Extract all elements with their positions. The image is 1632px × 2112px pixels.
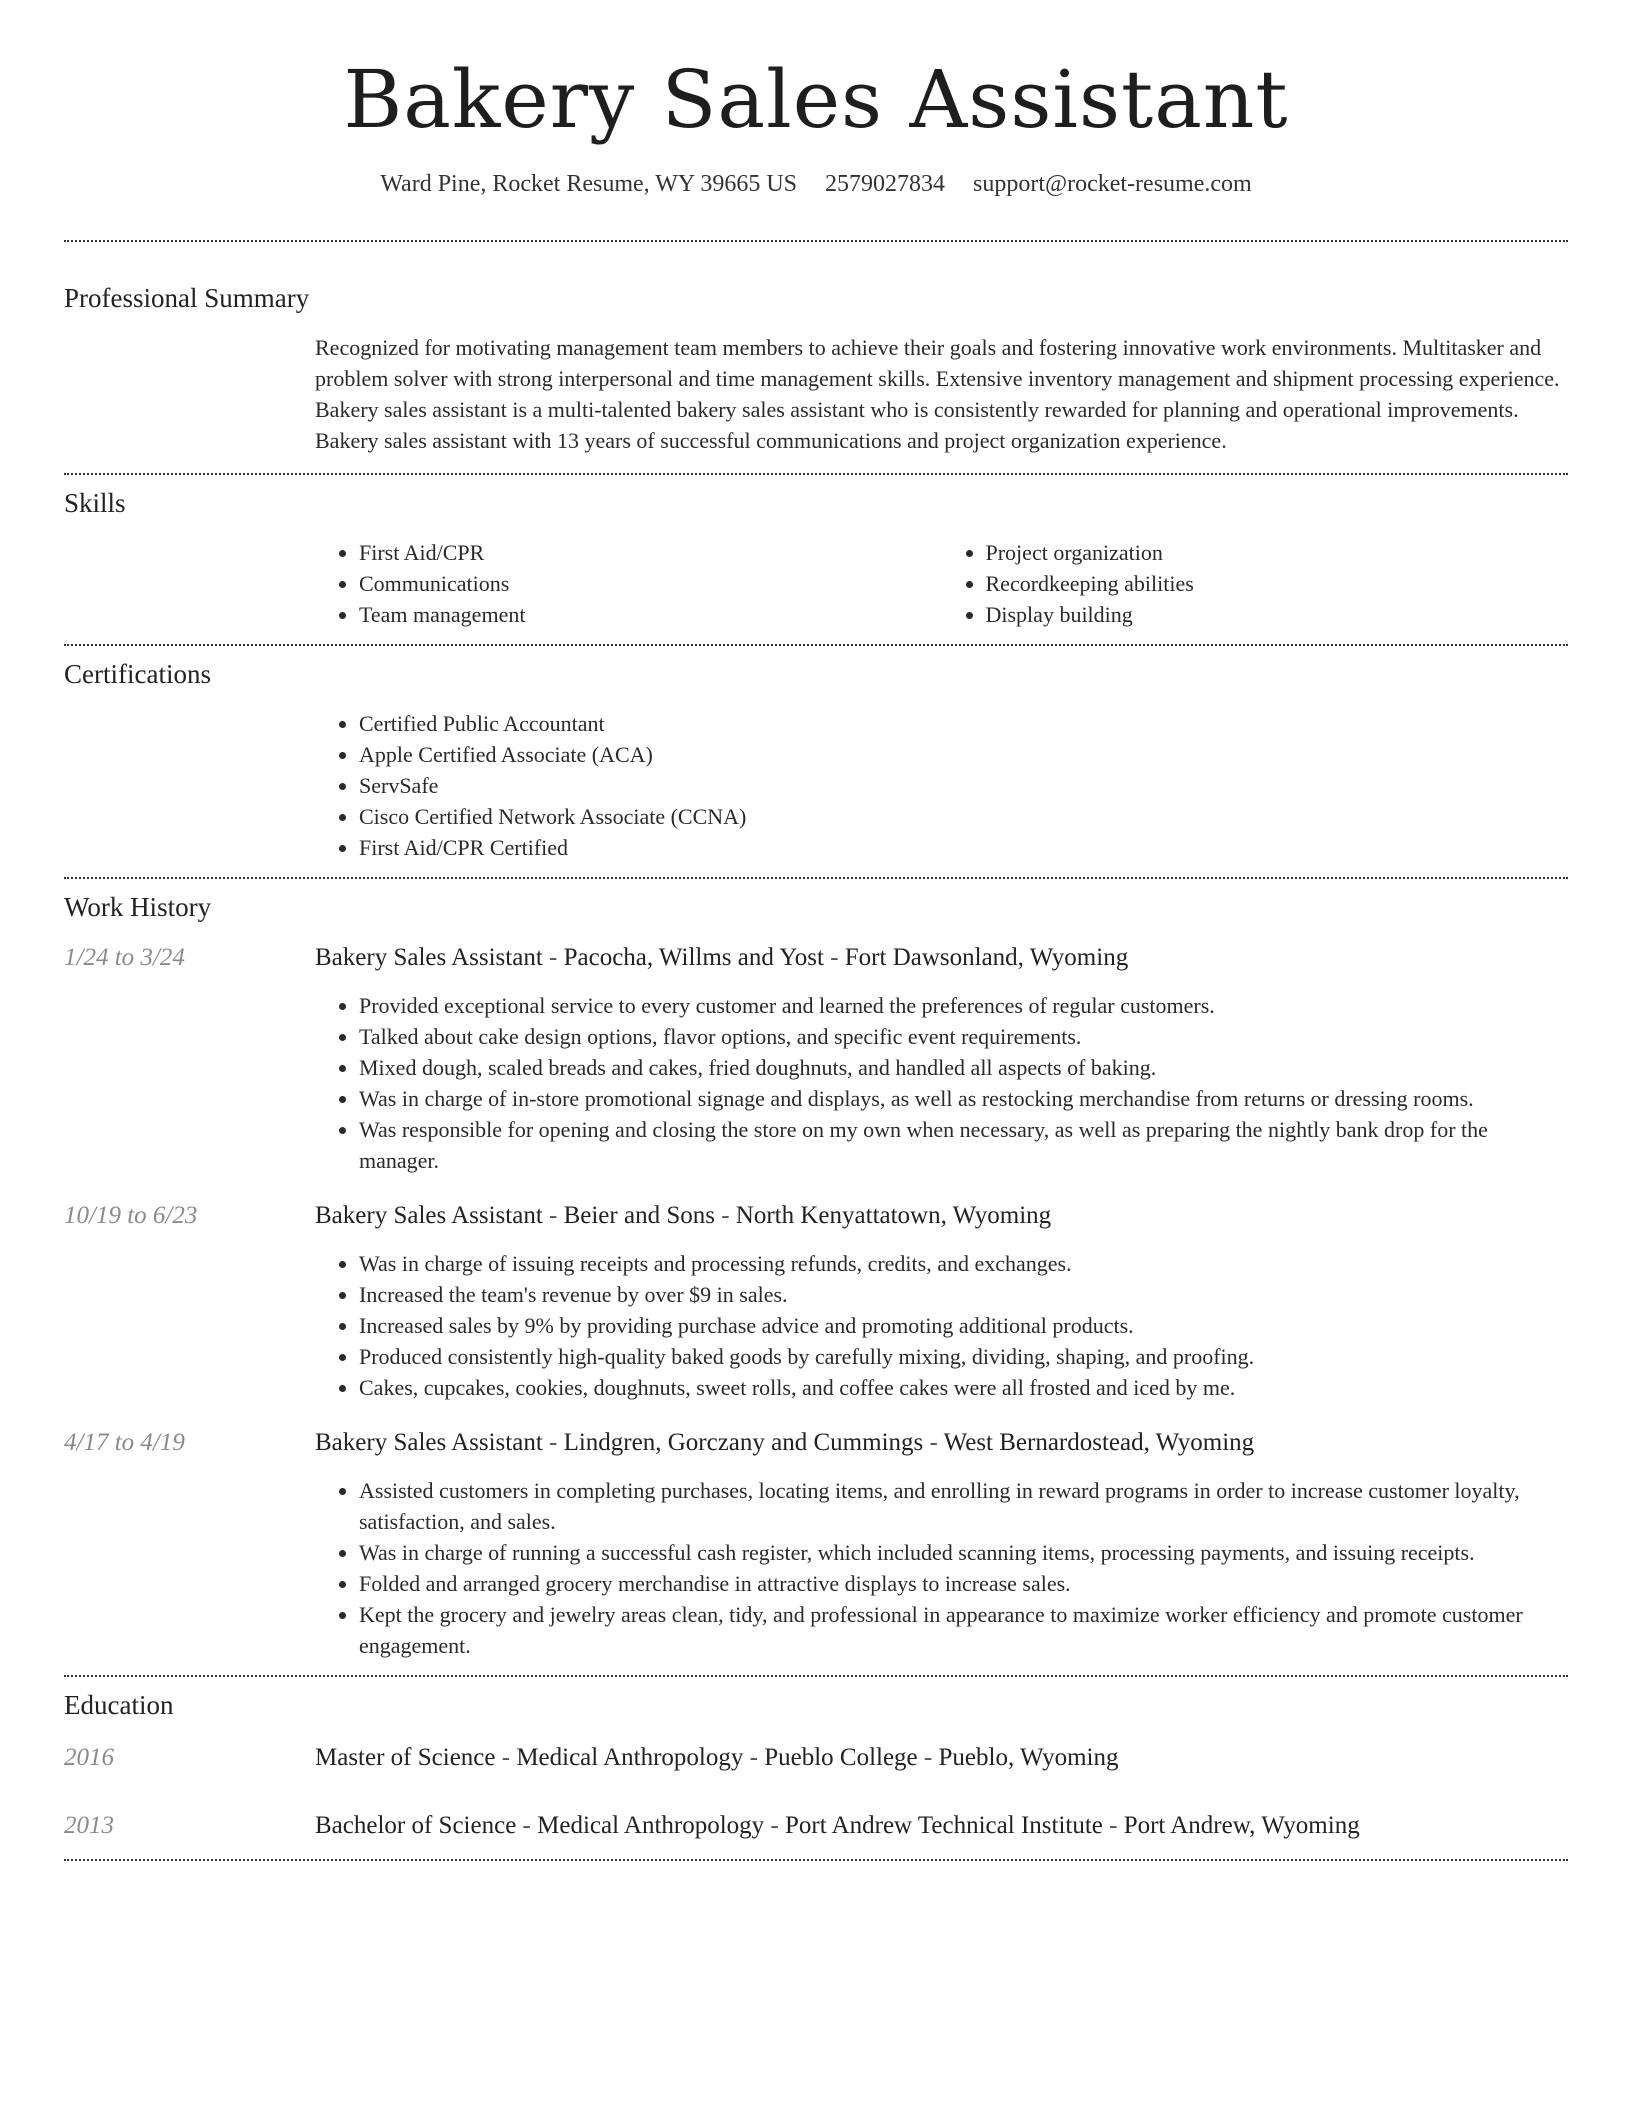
education-year: 2013 — [64, 1812, 114, 1839]
education-field: Medical Anthropology — [537, 1812, 765, 1839]
summary-text: Recognized for motivating management team members to achieve their goals and fostering innovative work environments. Multitasker and problem solver with strong interpersonal and time management skills. Extensive inventory management and shipment processing experience. Bakery sales assistant is a multi-talented bakery sales assistant who is consistently rewarded for planning and operational improvements. Bakery sales assistant with 13 years of successful communications and project organization experience. — [315, 335, 1560, 453]
skill-item: • Display building — [986, 599, 1569, 630]
job-bullets — [315, 990, 1568, 1176]
skill-item: • First Aid/CPR — [359, 537, 942, 568]
skill-item: • Communications — [359, 568, 942, 599]
job-company: Beier and Sons — [563, 1202, 715, 1229]
skills-heading: Skills — [64, 488, 126, 518]
job-role: Bakery Sales Assistant — [315, 1429, 543, 1456]
job-bullet: • Cakes, cupcakes, cookies, doughnuts, sweet rolls, and coffee cakes were all frosted and iced by me. — [359, 1372, 1568, 1403]
education-section — [64, 1688, 1568, 1842]
job-bullet: • Was in charge of in-store promotional signage and displays, as well as restocking merchandise from returns or dressing rooms. — [359, 1083, 1568, 1114]
job-role: Bakery Sales Assistant — [315, 944, 543, 971]
education-title-line: Master of Science - Medical Anthropology - Pueblo College - Pueblo, Wyoming — [315, 1744, 1119, 1771]
summary-section — [64, 281, 1568, 456]
job-company: Lindgren, Gorczany and Cummings — [563, 1429, 924, 1456]
education-heading: Education — [64, 1690, 174, 1720]
certifications-section — [64, 657, 1568, 863]
certification-item: • Cisco Certified Network Associate (CCNA) — [359, 801, 1568, 832]
divider — [64, 240, 1568, 242]
job-bullet: • Was in charge of issuing receipts and processing refunds, credits, and exchanges. — [359, 1248, 1568, 1279]
job-entry — [64, 942, 1568, 1176]
candidate-name: Bakery Sales Assistant — [343, 53, 1289, 146]
certification-item: • Certified Public Accountant — [359, 708, 1568, 739]
divider — [64, 1675, 1568, 1677]
job-bullet: • Talked about cake design options, flavor options, and specific event requirements. — [359, 1021, 1568, 1052]
contact-line — [64, 168, 1568, 200]
job-location: North Kenyattatown, Wyoming — [735, 1202, 1052, 1229]
job-header — [64, 1200, 1568, 1232]
education-title-line: Bachelor of Science - Medical Anthropology - Port Andrew Technical Institute - Port Andrew, Wyoming — [315, 1812, 1360, 1839]
education-field: Medical Anthropology — [516, 1744, 744, 1771]
job-bullet: • Increased sales by 9% by providing purchase advice and promoting additional products. — [359, 1310, 1568, 1341]
skills-section — [64, 486, 1568, 630]
contact-phone: 2579027834 — [825, 171, 945, 197]
job-header — [64, 1427, 1568, 1459]
divider — [64, 644, 1568, 646]
job-dates: 4/17 to 4/19 — [64, 1429, 185, 1456]
skill-item: • Project organization — [986, 537, 1569, 568]
job-role: Bakery Sales Assistant — [315, 1202, 543, 1229]
work-history-heading: Work History — [64, 892, 212, 922]
divider — [64, 473, 1568, 475]
summary-content — [315, 332, 1568, 456]
job-bullet: • Kept the grocery and jewelry areas clean, tidy, and professional in appearance to maximize worker efficiency and promote customer engagement. — [359, 1599, 1568, 1661]
education-location: Port Andrew, Wyoming — [1123, 1812, 1360, 1839]
job-title-line: Bakery Sales Assistant - Beier and Sons - North Kenyattatown, Wyoming — [315, 1202, 1052, 1229]
job-bullet: • Was in charge of running a successful cash register, which included scanning items, processing payments, and issuing receipts. — [359, 1537, 1568, 1568]
divider — [64, 1859, 1568, 1861]
job-bullet: • Assisted customers in completing purchases, locating items, and enrolling in reward programs in order to increase customer loyalty, satisfaction, and sales. — [359, 1475, 1568, 1537]
job-bullet: • Mixed dough, scaled breads and cakes, fried doughnuts, and handled all aspects of baking. — [359, 1052, 1568, 1083]
job-bullet: • Was responsible for opening and closing the store on my own when necessary, as well as preparing the nightly bank drop for the manager. — [359, 1114, 1568, 1176]
job-entry — [64, 1427, 1568, 1661]
job-location: West Bernardostead, Wyoming — [943, 1429, 1255, 1456]
job-bullet: • Provided exceptional service to every customer and learned the preferences of regular customers. — [359, 990, 1568, 1021]
skill-item: • Team management — [359, 599, 942, 630]
job-title-line: Bakery Sales Assistant - Pacocha, Willms and Yost - Fort Dawsonland, Wyoming — [315, 944, 1129, 971]
education-degree: Master of Science — [315, 1744, 496, 1771]
education-year: 2016 — [64, 1744, 114, 1771]
work-history-section — [64, 890, 1568, 1661]
job-title-line: Bakery Sales Assistant - Lindgren, Gorczany and Cummings - West Bernardostead, Wyoming — [315, 1429, 1255, 1456]
job-company: Pacocha, Willms and Yost — [563, 944, 824, 971]
skills-column-right — [942, 537, 1569, 630]
education-entry — [64, 1742, 1568, 1774]
job-header — [64, 942, 1568, 974]
summary-heading: Professional Summary — [64, 283, 310, 313]
contact-address: Ward Pine, Rocket Resume, WY 39665 US — [380, 171, 797, 197]
job-bullet: • Produced consistently high-quality baked goods by carefully mixing, dividing, shaping, and proofing. — [359, 1341, 1568, 1372]
education-school: Pueblo College — [764, 1744, 918, 1771]
job-bullets — [315, 1475, 1568, 1661]
job-dates: 10/19 to 6/23 — [64, 1202, 198, 1229]
job-dates: 1/24 to 3/24 — [64, 944, 185, 971]
job-location: Fort Dawsonland, Wyoming — [844, 944, 1129, 971]
job-entry — [64, 1200, 1568, 1403]
certifications-heading: Certifications — [64, 659, 211, 689]
job-bullets — [315, 1248, 1568, 1403]
divider — [64, 877, 1568, 879]
skills-column-left — [315, 537, 942, 630]
skill-item: • Recordkeeping abilities — [986, 568, 1569, 599]
education-school: Port Andrew Technical Institute — [785, 1812, 1103, 1839]
job-bullet: • Increased the team's revenue by over $9 in sales. — [359, 1279, 1568, 1310]
certification-item: • ServSafe — [359, 770, 1568, 801]
education-entry — [64, 1810, 1568, 1842]
skills-list — [315, 537, 1568, 630]
certifications-list — [315, 708, 1568, 863]
certification-item: • First Aid/CPR Certified — [359, 832, 1568, 863]
education-location: Pueblo, Wyoming — [938, 1744, 1119, 1771]
education-degree: Bachelor of Science — [315, 1812, 517, 1839]
job-bullet: • Folded and arranged grocery merchandise in attractive displays to increase sales. — [359, 1568, 1568, 1599]
contact-email: support@rocket-resume.com — [973, 171, 1252, 197]
certification-item: • Apple Certified Associate (ACA) — [359, 739, 1568, 770]
